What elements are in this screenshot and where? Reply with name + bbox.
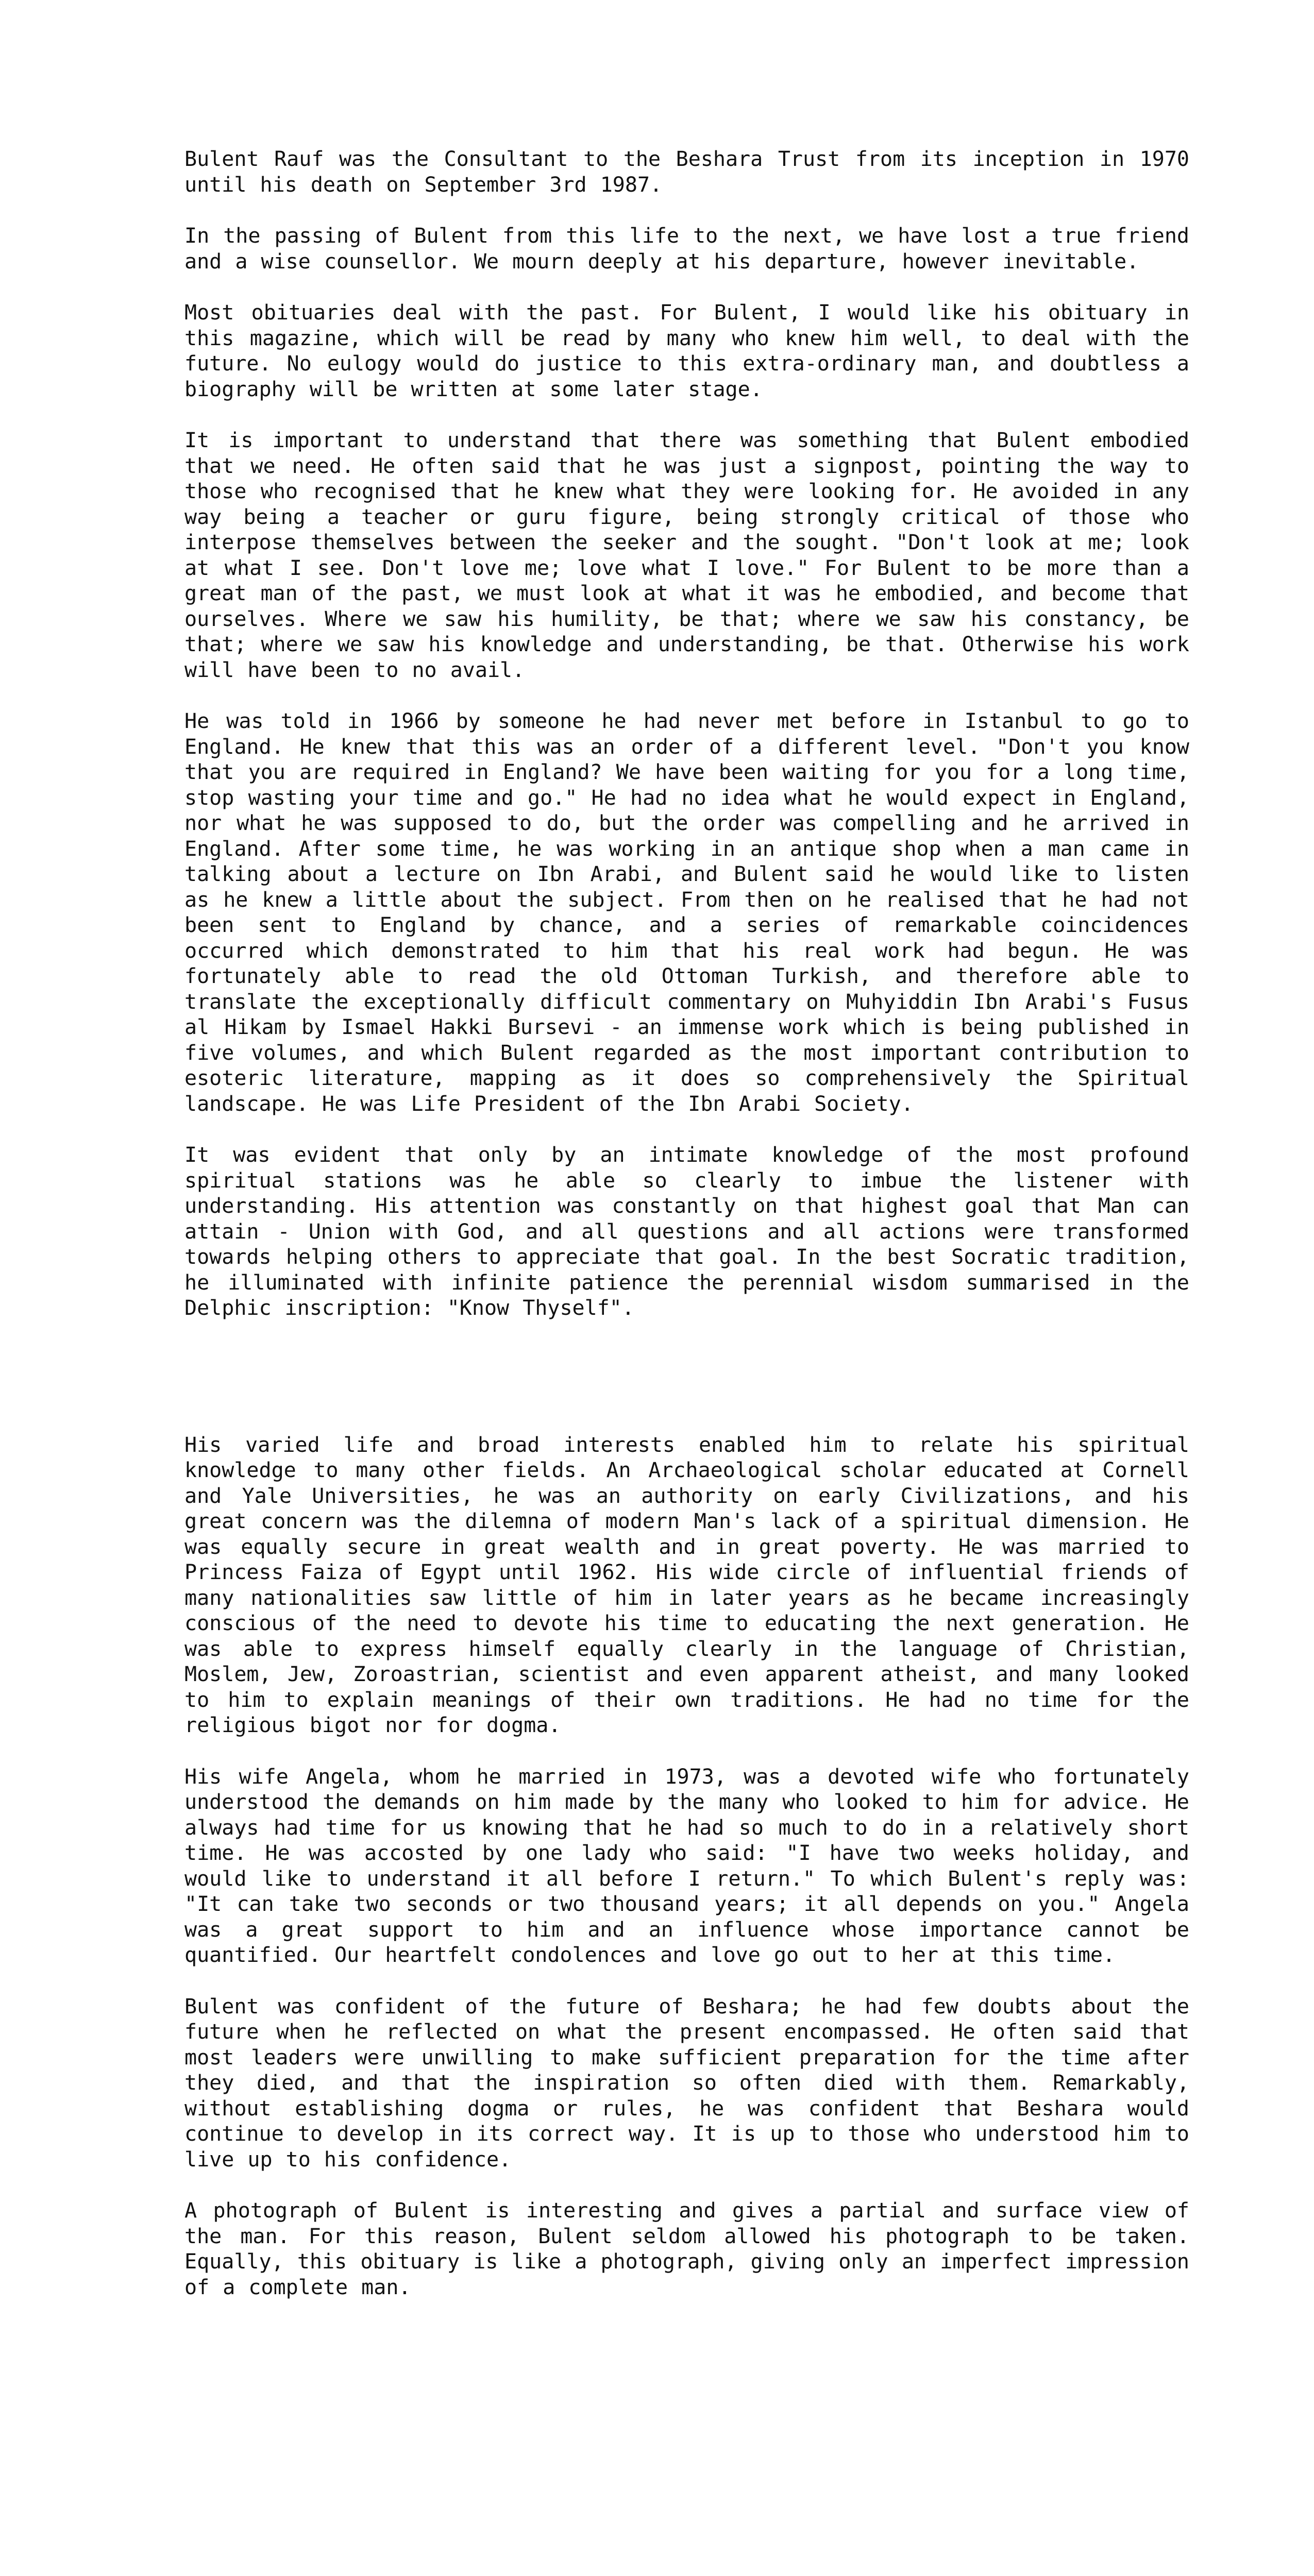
- paragraph: It was evident that only by an intimate knowledge of the most profound spiritual stations was he able so clearly to imbue the listener with understanding. His attention was constantly on that highest goal that Man can attain - Union with God, and all questions and all actions were transformed towards helping others to appreciate that goal. In the best Socratic tradition, he illuminated with infinite patience the perennial wisdom summarised in the Delphic inscription: "Know Thyself".: [184, 1143, 1189, 1320]
- paragraph: Bulent Rauf was the Consultant to the Beshara Trust from its inception in 1970 until his death on September 3rd 1987.: [184, 147, 1189, 197]
- paragraph: Most obituaries deal with the past. For Bulent, I would like his obituary in this magazine, which will be read by many who knew him well, to deal with the future. No eulogy would do justice to this extra-ordinary man, and doubtless a biography will be written at some later stage.: [184, 301, 1189, 401]
- obituary-section-two: [184, 1433, 1189, 2301]
- paragraph: In the passing of Bulent from this life to the next, we have lost a true friend and a wise counsellor. We mourn deeply at his departure, however inevitable.: [184, 224, 1189, 274]
- paragraph: His wife Angela, whom he married in 1973, was a devoted wife who fortunately understood the demands on him made by the many who looked to him for advice. He always had time for us knowing that he had so much to do in a relatively short time. He was accosted by one lady who said: "I have two weeks holiday, and would like to understand it all before I return." To which Bulent's reply was: "It can take two seconds or two thousand years; it all depends on you." Angela was a great support to him and an influence whose importance cannot be quantified. Our heartfelt condolences and love go out to her at this time.: [184, 1765, 1189, 1967]
- paragraph: He was told in 1966 by someone he had never met before in Istanbul to go to England. He knew that this was an order of a different level. "Don't you know that you are required in England? We have been waiting for you for a long time, stop wasting your time and go." He had no idea what he would expect in England, nor what he was supposed to do, but the order was compelling and he arrived in England. After some time, he was working in an antique shop when a man came in talking about a lecture on Ibn Arabi, and Bulent said he would like to listen as he knew a little about the subject. From then on he realised that he had not been sent to England by chance, and a series of remarkable coincidences occurred which demonstrated to him that his real work had begun. He was fortunately able to read the old Ottoman Turkish, and therefore able to translate the exceptionally difficult commentary on Muhyiddin Ibn Arabi's Fusus al Hikam by Ismael Hakki Bursevi - an immense work which is being published in five volumes, and which Bulent regarded as the most important contribution to esoteric literature, mapping as it does so comprehensively the Spiritual landscape. He was Life President of the Ibn Arabi Society.: [184, 709, 1189, 1116]
- paragraph: A photograph of Bulent is interesting and gives a partial and surface view of the man. For this reason, Bulent seldom allowed his photograph to be taken. Equally, this obituary is like a photograph, giving only an imperfect impression of a complete man.: [184, 2199, 1189, 2299]
- obituary-document: [184, 147, 1189, 2326]
- paragraph: His varied life and broad interests enabled him to relate his spiritual knowledge to many other fields. An Archaeological scholar educated at Cornell and Yale Universities, he was an authority on early Civilizations, and his great concern was the dilemna of modern Man's lack of a spiritual dimension. He was equally secure in great wealth and in great poverty. He was married to Princess Faiza of Egypt until 1962. His wide circle of influential friends of many nationalities saw little of him in later years as he became increasingly conscious of the need to devote his time to educating the next generation. He was able to express himself equally clearly in the language of Christian, Moslem, Jew, Zoroastrian, scientist and even apparent atheist, and many looked to him to explain meanings of their own traditions. He had no time for the religious bigot nor for dogma.: [184, 1433, 1189, 1737]
- paragraph: It is important to understand that there was something that Bulent embodied that we need. He often said that he was just a signpost, pointing the way to those who recognised that he knew what they were looking for. He avoided in any way being a teacher or guru figure, being strongly critical of those who interpose themselves between the seeker and the sought. "Don't look at me; look at what I see. Don't love me; love what I love." For Bulent to be more than a great man of the past, we must look at what it was he embodied, and become that ourselves. Where we saw his humility, be that; where we saw his constancy, be that; where we saw his knowledge and understanding, be that. Otherwise his work will have been to no avail.: [184, 429, 1189, 682]
- paragraph: Bulent was confident of the future of Beshara; he had few doubts about the future when he reflected on what the present encompassed. He often said that most leaders were unwilling to make sufficient preparation for the time after they died, and that the inspiration so often died with them. Remarkably, without establishing dogma or rules, he was confident that Beshara would continue to develop in its correct way. It is up to those who understood him to live up to his confidence.: [184, 1994, 1189, 2172]
- obituary-section-one: [184, 147, 1189, 1321]
